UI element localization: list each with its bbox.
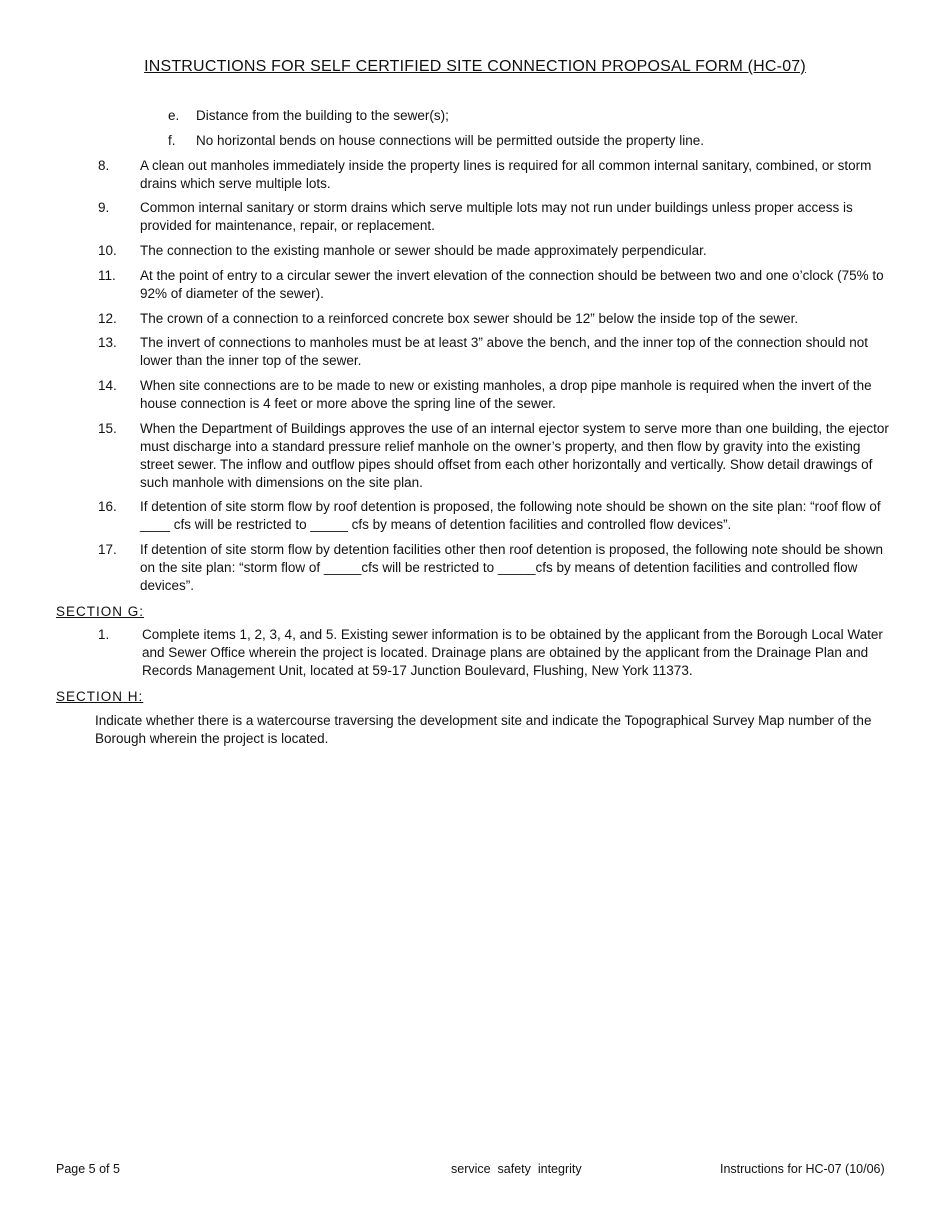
item-marker: f. bbox=[168, 133, 176, 148]
item-text: The connection to the existing manhole or sewer should be made approximately perpendicular. bbox=[140, 243, 707, 258]
footer-page-number: Page 5 of 5 bbox=[56, 1162, 120, 1176]
item-text: The crown of a connection to a reinforced concrete box sewer should be 12” below the inside top of the sewer. bbox=[140, 311, 799, 326]
item-number: 1. bbox=[98, 627, 110, 642]
item-number: 12. bbox=[98, 311, 117, 326]
item-text: If detention of site storm flow by detention facilities other then roof detention is proposed, the following note should be shown on the site plan: “storm flow of _____cfs will be restricted to _____cfs by means of detention facilities and controlled flow devices”. bbox=[140, 542, 883, 593]
item-number: 14. bbox=[98, 378, 117, 393]
item-text: When the Department of Buildings approves the use of an internal ejector system to serve more than one building, the ejector must discharge into a standard pressure relief manhole on the owner’s property, and then flow by gravity into the existing street sewer. The inflow and outflow pipes should offset from each other horizontally and vertically. Show detail drawings of such manhole with dimensions on the site plan. bbox=[140, 421, 889, 490]
item-number: 9. bbox=[98, 200, 110, 215]
item-text: No horizontal bends on house connections will be permitted outside the property line. bbox=[196, 133, 705, 148]
item-text: When site connections are to be made to new or existing manholes, a drop pipe manhole is required when the invert of the house connection is 4 feet or more above the spring line of the sewer. bbox=[140, 378, 872, 411]
item-number: 13. bbox=[98, 335, 117, 350]
item-text: Complete items 1, 2, 3, 4, and 5. Existing sewer information is to be obtained by the applicant from the Borough Local Water and Sewer Office wherein the project is located. Drainage plans are obtained by the applicant from the Drainage Plan and Records Management Unit, located at 59-17 Junction Boulevard, Flushing, New York 11373. bbox=[142, 627, 883, 678]
footer-motto: service safety integrity bbox=[451, 1162, 582, 1176]
item-number: 10. bbox=[98, 243, 117, 258]
footer-form-reference: Instructions for HC-07 (10/06) bbox=[720, 1162, 885, 1176]
item-text: A clean out manholes immediately inside the property lines is required for all common internal sanitary, combined, or storm drains which serve multiple lots. bbox=[140, 158, 872, 191]
item-number: 8. bbox=[98, 158, 110, 173]
item-text: If detention of site storm flow by roof detention is proposed, the following note should be shown on the site plan: “roof flow of ____ cfs will be restricted to _____ cfs by means of detention facilities and controlled flow devices”. bbox=[140, 499, 881, 532]
item-text: At the point of entry to a circular sewer the invert elevation of the connection should be between two and one o’clock (75% to 92% of diameter of the sewer). bbox=[140, 268, 884, 301]
item-number: 11. bbox=[98, 268, 116, 283]
item-marker: e. bbox=[168, 108, 180, 123]
paragraph-text: Indicate whether there is a watercourse traversing the development site and indicate the Topographical Survey Map number of the Borough wherein the project is located. bbox=[95, 713, 872, 746]
item-number: 15. bbox=[98, 421, 117, 436]
item-text: Common internal sanitary or storm drains which serve multiple lots may not run under buildings unless proper access is provided for maintenance, repair, or replacement. bbox=[140, 200, 853, 233]
item-number: 17. bbox=[98, 542, 117, 557]
item-number: 16. bbox=[98, 499, 117, 514]
item-text: Distance from the building to the sewer(s); bbox=[196, 108, 449, 123]
section-h-heading: SECTION H: bbox=[56, 689, 144, 704]
document-title: INSTRUCTIONS FOR SELF CERTIFIED SITE CONNECTION PROPOSAL FORM (HC-07) bbox=[144, 58, 806, 75]
section-g-heading: SECTION G: bbox=[56, 604, 145, 619]
item-text: The invert of connections to manholes must be at least 3” above the bench, and the inner top of the connection should not lower than the inner top of the sewer. bbox=[140, 335, 868, 368]
